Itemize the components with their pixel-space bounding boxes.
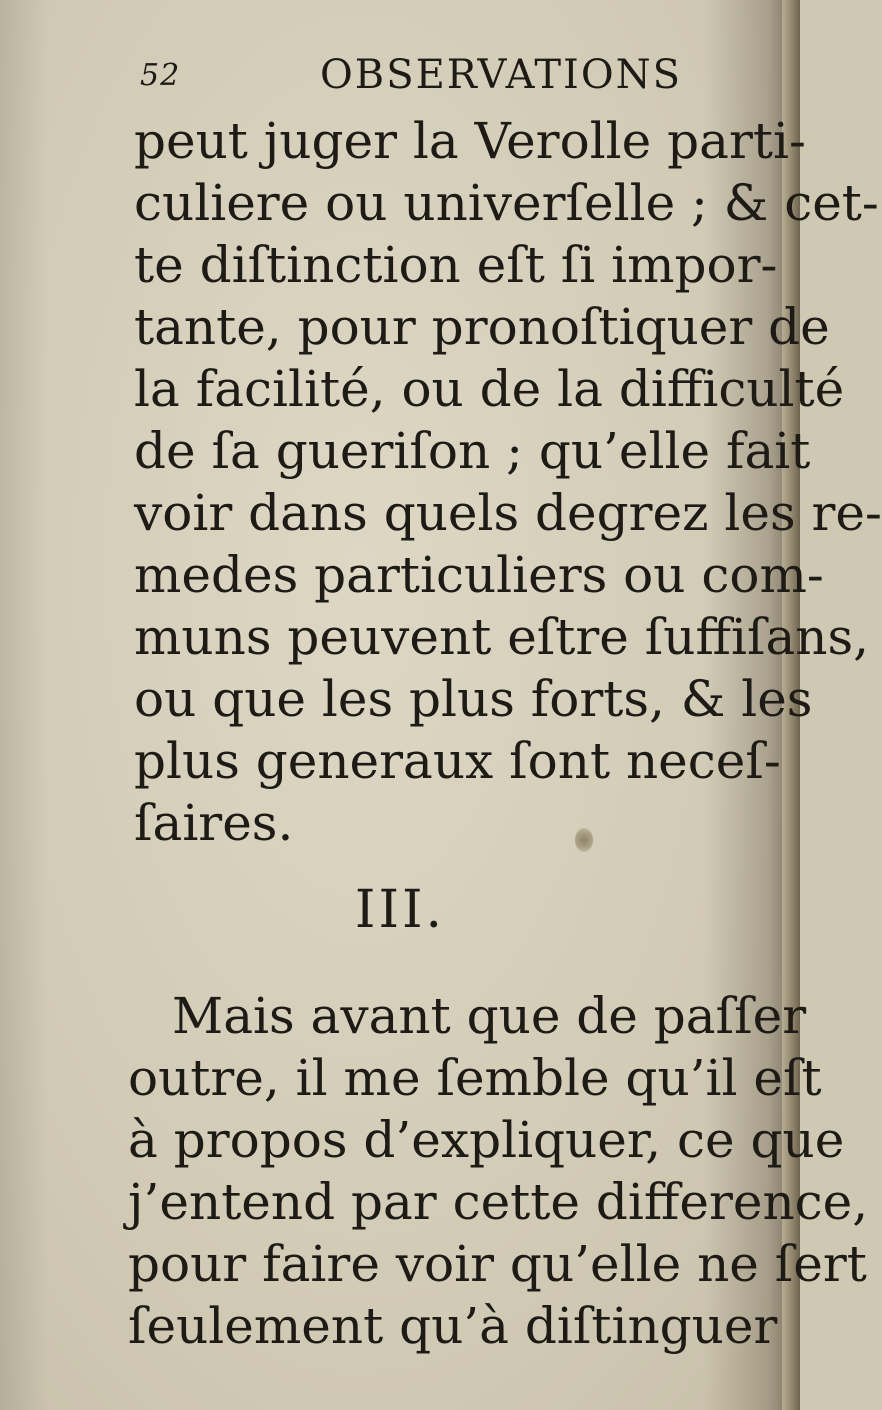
text-line: voir dans quels degrez les re- xyxy=(134,484,882,542)
running-title: OBSERVATIONS xyxy=(320,52,683,98)
page-number: 52 xyxy=(140,58,181,93)
text-line: ſeulement qu’à diſtinguer xyxy=(128,1297,778,1355)
text-line: de ſa gueriſon ; qu’elle fait xyxy=(134,422,811,480)
text-line: à propos d’expliquer, ce que xyxy=(128,1111,845,1169)
text-line: plus generaux ſont neceſ- xyxy=(134,732,781,790)
text-line: outre, il me ſemble qu’il eſt xyxy=(128,1049,822,1107)
text-line: peut juger la Verolle parti- xyxy=(134,112,806,170)
text-line: ſaires. xyxy=(134,794,294,852)
text-line: la facilité, ou de la difficulté xyxy=(134,360,845,418)
section-heading: III. xyxy=(354,880,446,940)
ink-blot xyxy=(575,828,593,852)
text-line: j’entend par cette difference, xyxy=(128,1173,869,1231)
text-line: culiere ou univerſelle ; & cet- xyxy=(134,174,879,232)
text-line: Mais avant que de paſſer xyxy=(172,987,807,1045)
paragraph-2 xyxy=(110,985,869,1357)
text-line: tante, pour pronoſtiquer de xyxy=(134,298,830,356)
text-line: pour faire voir qu’elle ne ſert xyxy=(128,1235,867,1293)
text-line: muns peuvent eſtre ſuffiſans, xyxy=(134,608,870,666)
paragraph-1 xyxy=(110,110,882,854)
text-line: te diſtinction eſt ſi impor- xyxy=(134,236,778,294)
page-header xyxy=(0,52,800,112)
text-line: medes particuliers ou com- xyxy=(134,546,824,604)
text-line: ou que les plus forts, & les xyxy=(134,670,813,728)
